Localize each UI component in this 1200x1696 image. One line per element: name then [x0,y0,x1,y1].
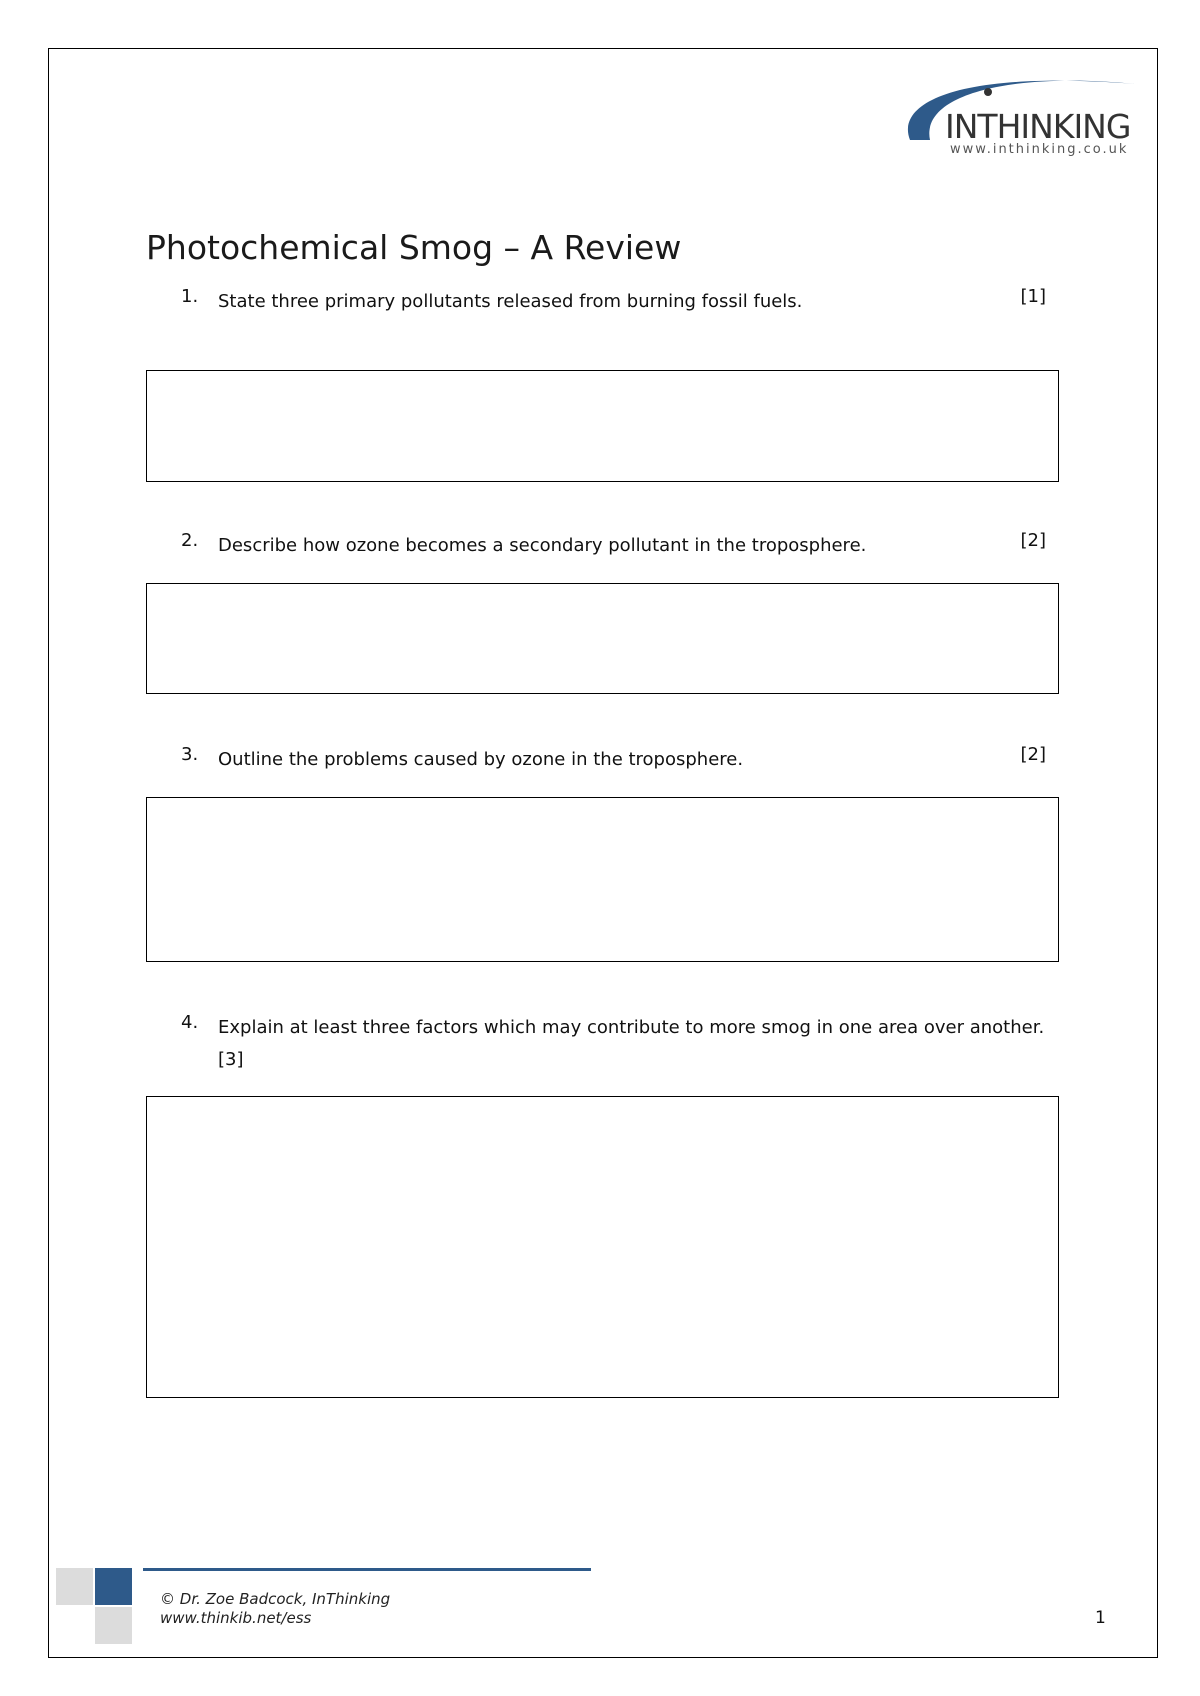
page-title: Photochemical Smog – A Review [146,228,682,267]
question-text: Describe how ozone becomes a secondary pollutant in the troposphere. [218,535,867,556]
answer-box-1[interactable] [146,370,1059,482]
question-number: 2. [181,530,199,551]
question-number: 3. [181,744,199,765]
question-number: 1. [181,286,199,307]
inthinking-logo [900,62,1140,162]
answer-box-3[interactable] [146,797,1059,962]
footer-credits [160,1590,390,1628]
question-marks: [2] [1020,530,1046,551]
question-text: Outline the problems caused by ozone in the troposphere. [218,749,744,770]
footer-square-blue [95,1568,132,1605]
question-marks: [2] [1020,744,1046,765]
question-marks: [3] [218,1049,244,1070]
footer-website[interactable]: www.thinkib.net/ess [160,1609,312,1627]
logo-wordmark: INTHINKING [945,107,1131,146]
footer-square-grey [56,1568,93,1605]
question-text: State three primary pollutants released from burning fossil fuels. [218,291,803,312]
question-text [218,1012,1068,1076]
question-number: 4. [181,1012,199,1033]
answer-box-4[interactable] [146,1096,1059,1398]
footer-copyright: © Dr. Zoe Badcock, InThinking [160,1590,391,1608]
footer-squares-decoration [56,1568,134,1646]
logo-url: www.inthinking.co.uk [950,142,1129,157]
footer-rule [143,1568,591,1571]
page-number: 1 [1095,1608,1106,1628]
question-text-body: Explain at least three factors which may contribute to more smog in one area over another. [218,1017,1045,1038]
footer-square-grey [95,1607,132,1644]
answer-box-2[interactable] [146,583,1059,694]
question-marks: [1] [1020,286,1046,307]
